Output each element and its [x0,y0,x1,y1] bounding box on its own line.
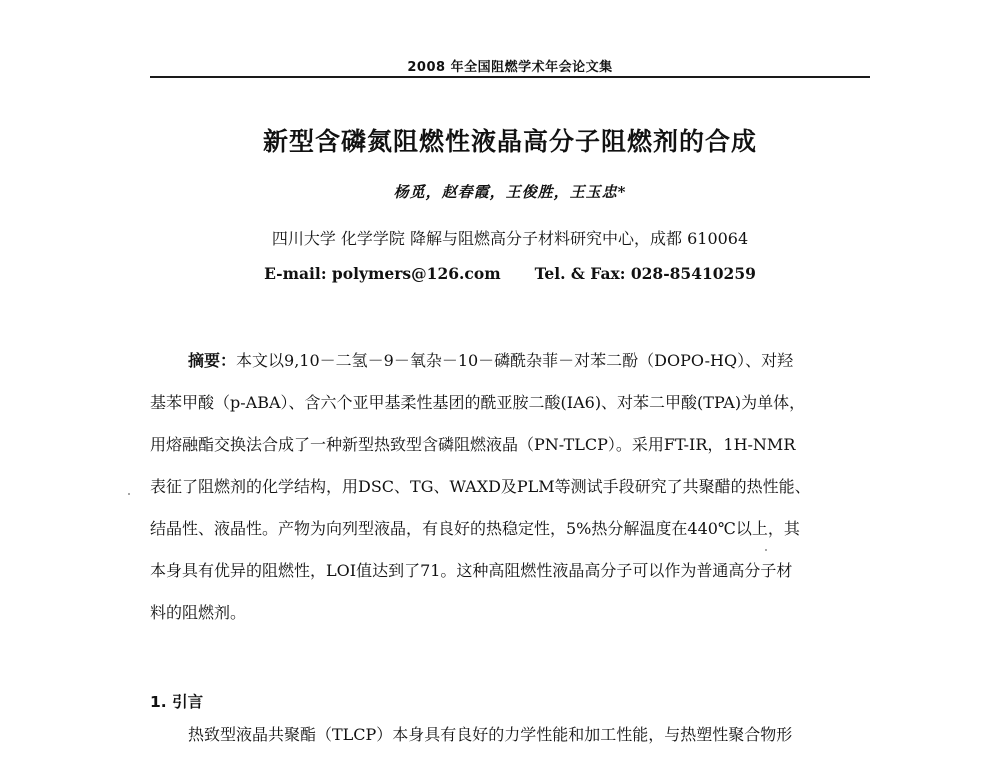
abstract-line-6: 本身具有优异的阻燃性，LOI值达到了71。这种高阻燃性液晶高分子可以作为普通高分子材 [150,561,793,580]
running-header: 2008 年全国阻燃学术年会论文集 [407,60,613,75]
abstract-line-7: 料的阻燃剂。 [150,603,247,622]
header-rule [150,76,870,78]
scan-speck [128,493,130,495]
contact-line [150,264,870,283]
abstract-line-5: 结晶性、液晶性。产物为向列型液晶，有良好的热稳定性，5%热分解温度在440℃以上，其 [150,519,800,538]
email-address: E-mail: polymers@126.com [264,264,501,283]
affiliation: 四川大学 化学学院 降解与阻燃高分子材料研究中心，成都 610064 [271,229,749,248]
abstract-line-4: 表征了阻燃剂的化学结构，用DSC、TG、WAXD及PLM等测试手段研究了共聚醋的热性能、 [150,477,811,496]
abstract-label: 摘要： [188,351,237,370]
paper-title: 新型含磷氮阻燃性液晶高分子阻燃剂的合成 [262,127,757,156]
section-heading-introduction: 1. 引言 [150,693,204,711]
abstract-line-2: 基苯甲酸（p-ABA）、含六个亚甲基柔性基团的酰亚胺二酸(IA6)、对苯二甲酸(TPA)为单体， [150,393,806,412]
abstract-line-1: 摘要：本文以9,10－二氢－9－氧杂－10－磷酰杂菲－对苯二酚（DOPO-HQ）、对羟 [188,351,794,370]
author-list: 杨觅，赵春霞，王俊胜，王玉忠* [393,183,627,201]
abstract [150,340,866,634]
abstract-line-3: 用熔融酯交换法合成了一种新型热致型含磷阻燃液晶（PN-TLCP）。采用FT-IR，1H-NMR [150,435,796,454]
scan-speck [765,549,767,551]
introduction-first-line: 热致型液晶共聚酯（TLCP）本身具有良好的力学性能和加工性能，与热塑性聚合物形 [188,725,793,744]
tel-fax: Tel. & Fax: 028-85410259 [534,264,756,283]
